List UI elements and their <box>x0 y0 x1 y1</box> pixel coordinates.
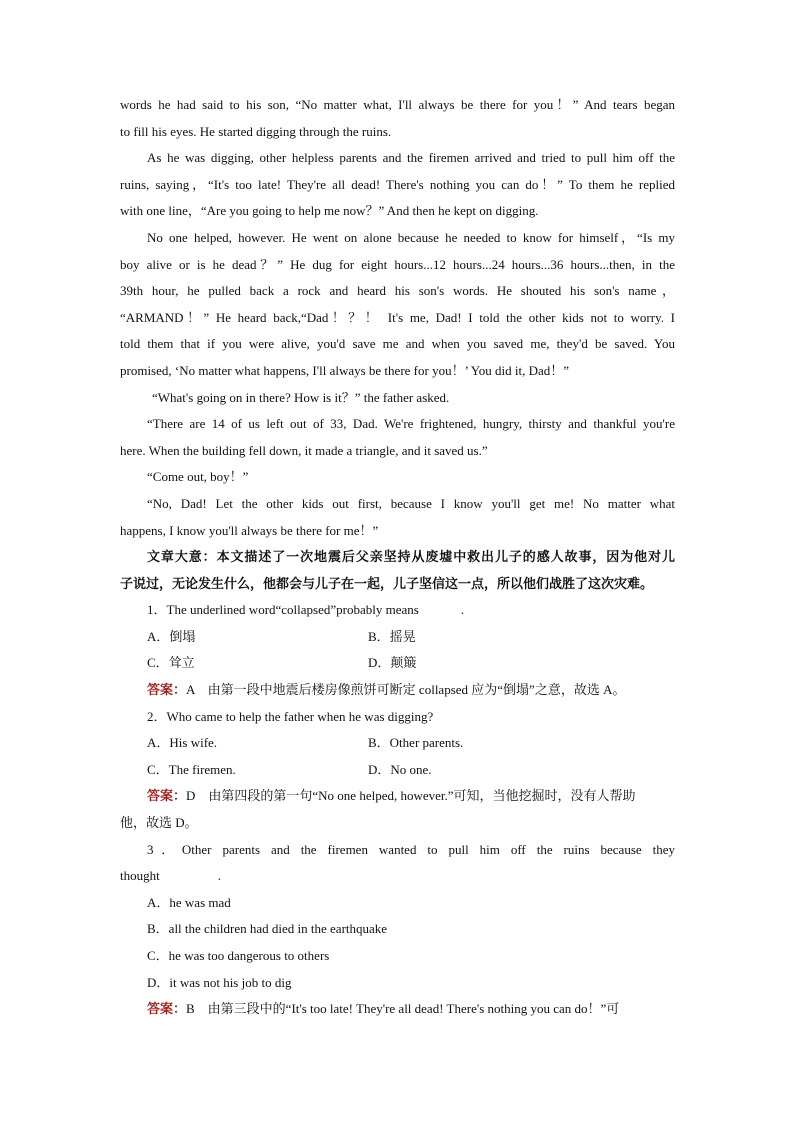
answer-label: 答案： <box>147 788 187 804</box>
option-d: D．颠簸 <box>368 655 417 671</box>
answer <box>120 677 675 704</box>
passage-line: promised, ‘No matter what happens, I'll always be there for you！’ You did it, Dad！” <box>120 362 570 378</box>
passage-line: “ARMAND！” He heard back,“Dad！？！ It's me, Dad! I told the other kids not to worry. I <box>120 309 675 325</box>
passage-line: ruins, saying，“It's too late! They're all dead! There's nothing you can do！” To them he replied <box>120 176 675 192</box>
question-2 <box>120 704 675 837</box>
answer-text: D 由第四段的第一句“No one helped, however.”可知，当他挖掘时，没有人帮助 <box>186 788 636 804</box>
passage-line: here. When the building fell down, it made a triangle, and it saved us.” <box>120 442 488 458</box>
option-row <box>120 730 675 757</box>
answer <box>120 783 675 810</box>
option-a: A．倒塌 <box>147 628 196 644</box>
passage-line: told them that if you were alive, you'd save me and when you saved me, they'd be saved. You <box>120 336 675 352</box>
passage-line: “What's going on in there? How is it？” the father asked. <box>152 389 450 405</box>
question-stem-text: thought <box>120 868 160 884</box>
option-a: A．he was mad <box>147 894 231 910</box>
summary-line: 文章大意：本文描述了一次地震后父亲坚持从废墟中救出儿子的感人故事，因为他对儿 <box>147 549 675 565</box>
option-c: C．The firemen. <box>147 761 236 777</box>
summary-line: 子说过，无论发生什么，他都会与儿子在一起，儿子坚信这一点，所以他们战胜了这次灾难。 <box>120 575 654 591</box>
summary <box>120 544 675 597</box>
passage-line: No one helped, however. He went on alone because he needed to know for himself，“Is my <box>147 229 675 245</box>
question-3 <box>120 837 675 1023</box>
option-a: A．His wife. <box>147 735 218 751</box>
question-stem <box>120 597 675 624</box>
answer-label: 答案： <box>147 682 187 698</box>
question-stem-continuation <box>120 863 675 890</box>
question-stem: 2．Who came to help the father when he was digging? <box>147 708 434 724</box>
answer-blank <box>419 597 461 624</box>
option-c: C．he was too dangerous to others <box>147 948 330 963</box>
option-b: B．Other parents. <box>368 735 464 751</box>
option-d: D．it was not his job to dig <box>147 974 292 990</box>
document-body <box>120 92 675 1023</box>
passage-line: “No, Dad! Let the other kids out first, because I know you'll get me! No matter what <box>147 495 675 511</box>
passage-line: to fill his eyes. He started digging through the ruins. <box>120 123 392 139</box>
passage <box>120 92 675 544</box>
answer-continuation: 他，故选 D。 <box>120 815 198 831</box>
question-stem-end: . <box>217 868 221 884</box>
passage-line: with one line，“Are you going to help me now？” And then he kept on digging. <box>120 203 539 219</box>
passage-line: happens, I know you'll always be there for me！” <box>120 522 379 538</box>
answer-text: A 由第一段中地震后楼房像煎饼可断定 collapsed 应为“倒塌”之意，故选 A。 <box>186 682 626 698</box>
question-stem: 3．Other parents and the firemen wanted to pull him off the ruins because they <box>147 841 675 857</box>
answer-label: 答案： <box>147 1001 187 1017</box>
option-b: B．all the children had died in the earthquake <box>147 921 388 937</box>
option-row <box>120 624 675 651</box>
passage-line: “There are 14 of us left out of 33, Dad. We're frightened, hungry, thirsty and thankful you're <box>147 416 675 432</box>
answer <box>120 996 675 1023</box>
option-row <box>120 757 675 784</box>
question-stem-text: 1．The underlined word“collapsed”probably means <box>147 602 419 618</box>
passage-line: boy alive or is he dead？” He dug for eight hours...12 hours...24 hours...36 hours...then, in the <box>120 256 675 272</box>
passage-line: 39th hour, he pulled back a rock and heard his son's words. He shouted his son's name， <box>120 283 675 299</box>
answer-text: B 由第三段中的“It's too late! They're all dead! There's nothing you can do！”可 <box>186 1001 620 1017</box>
passage-line: words he had said to his son, “No matter what, I'll always be there for you！” And tears began <box>120 97 675 112</box>
passage-line: “Come out, boy！” <box>147 469 249 485</box>
option-b: B．摇晃 <box>368 628 416 644</box>
answer-blank <box>160 863 218 890</box>
option-row <box>120 650 675 677</box>
question-stem-end: . <box>460 602 465 618</box>
option-c: C．耸立 <box>147 655 195 671</box>
passage-line: As he was digging, other helpless parents and the firemen arrived and tried to pull him off the <box>147 150 675 166</box>
question-1 <box>120 597 675 703</box>
option-d: D．No one. <box>368 761 432 777</box>
